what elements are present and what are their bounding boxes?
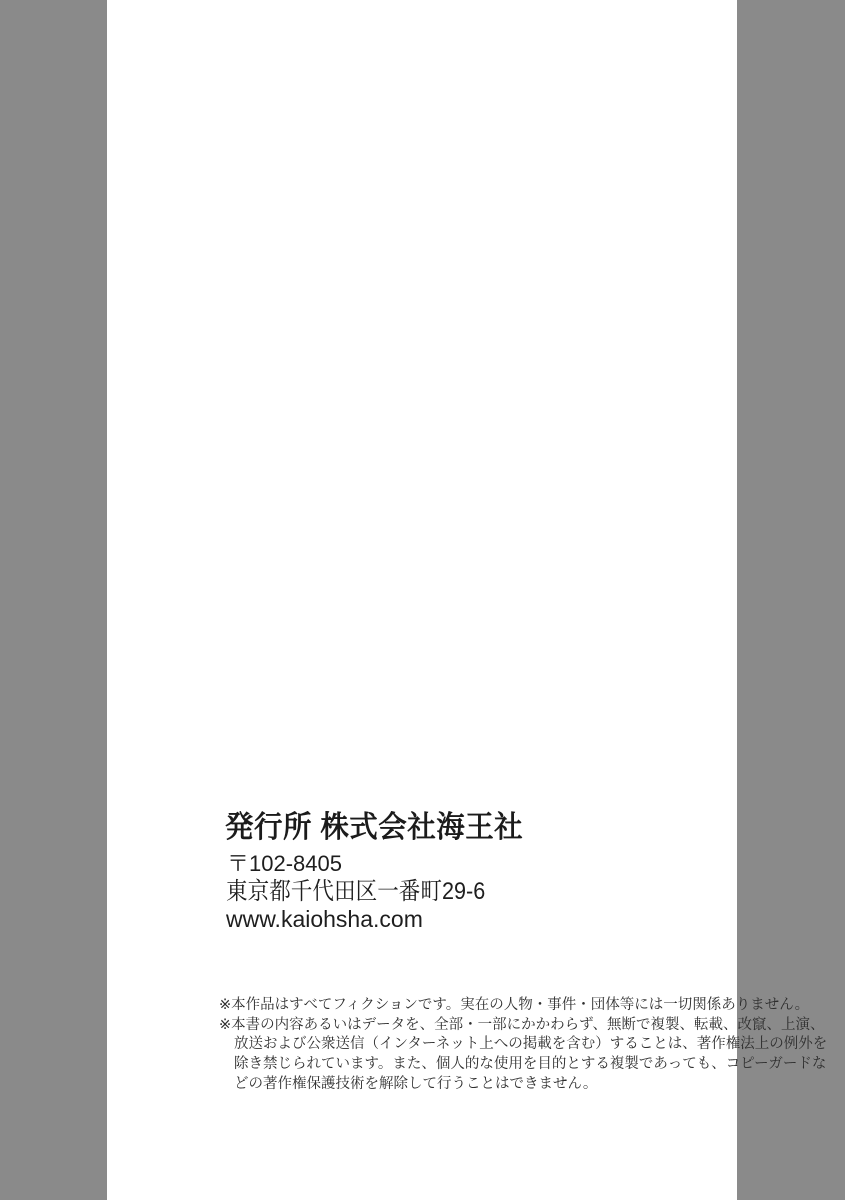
disclaimer-block [219, 996, 844, 1095]
disclaimer-line: ※本作品はすべてフィクションです。実在の人物・事件・団体等には一切関係ありません。 [219, 997, 810, 1013]
publisher-website: www.kaiohsha.com [226, 906, 423, 932]
disclaimer-line: 放送および公衆送信（インターネット上への掲載を含む）することは、著作権法上の例外を [234, 1036, 828, 1053]
disclaimer-line: 除き禁じられています。また、個人的な使用を目的とする複製であっても、コピーガードな [234, 1056, 827, 1073]
disclaimer-line: ※本書の内容あるいはデータを、全部・一部にかかわらず、無断で複製、転載、改竄、上演、 [219, 1016, 825, 1033]
colophon-page [107, 0, 828, 1200]
disclaimer-line: どの著作権保護技術を解除して行うことはできません。 [234, 1075, 598, 1092]
publisher-postal-code: 〒102-8405 [227, 851, 342, 876]
publisher-name: 発行所 株式会社海王社 [225, 811, 524, 844]
publisher-address: 東京都千代田区一番町29-6 [226, 878, 486, 905]
